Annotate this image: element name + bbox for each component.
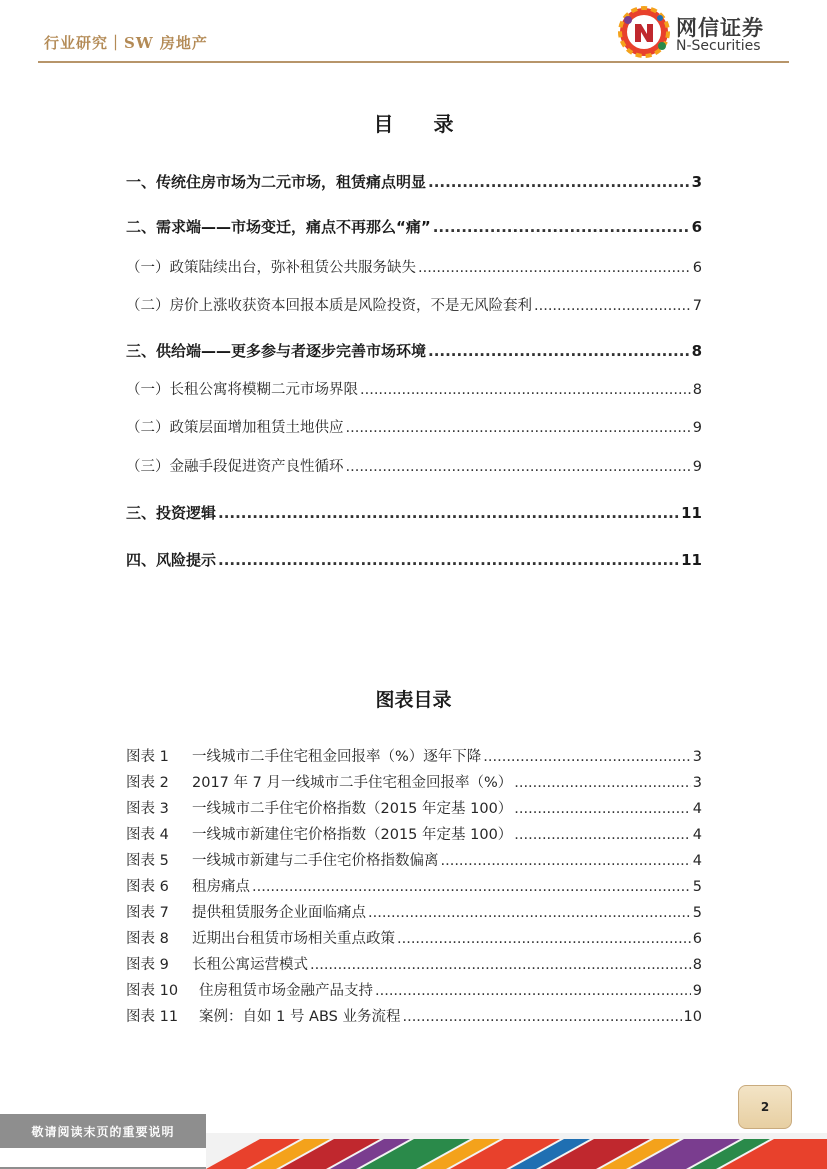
page-number: 2 — [738, 1085, 792, 1129]
header-divider — [38, 61, 789, 63]
figure-page: 4 — [692, 827, 702, 843]
toc-entry-text: （一）长租公寓将模糊二元市场界限 — [126, 382, 358, 398]
figure-page: 5 — [692, 879, 702, 895]
leader-dots — [534, 298, 691, 314]
leader-dots — [360, 382, 691, 398]
toc-entry-page: 6 — [692, 260, 702, 276]
leader-dots — [441, 853, 691, 869]
brand-logo — [618, 6, 793, 56]
figure-caption: 一线城市二手住宅价格指数（2015 年定基 100） — [192, 801, 513, 817]
figure-page: 9 — [692, 983, 702, 999]
toc-title: 目 录 — [373, 112, 454, 136]
toc-entry-text: （一）政策陆续出台，弥补租赁公共服务缺失 — [126, 260, 416, 276]
leader-dots — [514, 801, 690, 817]
toc-entry-text: 一、传统住房市场为二元市场，租赁痛点明显 — [126, 173, 427, 191]
leader-dots — [402, 1009, 681, 1025]
toc-entry[interactable] — [126, 549, 702, 570]
figure-caption: 提供租赁服务企业面临痛点 — [192, 905, 366, 921]
figure-entry[interactable] — [126, 771, 702, 792]
figure-label: 图表 6 — [126, 879, 169, 895]
figure-caption: 一线城市二手住宅租金回报率（%）逐年下降 — [192, 749, 482, 765]
figure-entry[interactable] — [126, 979, 702, 1000]
leader-dots — [218, 504, 679, 522]
figure-label: 图表 4 — [126, 827, 169, 843]
figure-entry[interactable] — [126, 1005, 702, 1026]
toc-entry[interactable] — [126, 378, 702, 399]
leader-dots — [428, 173, 690, 191]
toc-entry-page: 7 — [692, 298, 702, 314]
toc-entry[interactable] — [126, 294, 702, 315]
toc-entry[interactable] — [126, 216, 702, 237]
figure-page: 5 — [692, 905, 702, 921]
toc-entry[interactable] — [126, 502, 702, 523]
figure-page: 4 — [692, 853, 702, 869]
toc-entry-page: 9 — [692, 420, 702, 436]
figure-entry[interactable] — [126, 797, 702, 818]
report-category: 行业研究｜SW 房地产 — [44, 34, 208, 52]
figure-label: 图表 11 — [126, 1009, 179, 1025]
figure-entry[interactable] — [126, 953, 702, 974]
figure-page: 3 — [692, 775, 702, 791]
toc-entry-text: （三）金融手段促进资产良性循环 — [126, 459, 344, 475]
leader-dots — [218, 551, 679, 569]
figure-caption: 一线城市新建住宅价格指数（2015 年定基 100） — [192, 827, 513, 843]
toc-entry[interactable] — [126, 340, 702, 361]
leader-dots — [346, 459, 691, 475]
figure-entry[interactable] — [126, 823, 702, 844]
figure-label: 图表 8 — [126, 931, 169, 947]
leader-dots — [514, 827, 690, 843]
figure-entry[interactable] — [126, 849, 702, 870]
figure-caption: 案例：自如 1 号 ABS 业务流程 — [199, 1009, 401, 1025]
figure-page: 8 — [692, 957, 702, 973]
leader-dots — [397, 931, 691, 947]
disclaimer-notice[interactable]: 敬请阅读末页的重要说明 — [0, 1114, 206, 1148]
leader-dots — [428, 342, 690, 360]
toc-entry-text: 三、投资逻辑 — [126, 504, 217, 522]
figure-entry[interactable] — [126, 901, 702, 922]
toc-entry-text: 四、风险提示 — [126, 551, 217, 569]
figure-caption: 一线城市新建与二手住宅价格指数偏离 — [192, 853, 439, 869]
toc-entry-page: 11 — [681, 551, 702, 569]
leader-dots — [514, 775, 691, 791]
leader-dots — [375, 983, 691, 999]
figure-caption: 住房租赁市场金融产品支持 — [199, 983, 373, 999]
toc-entry[interactable] — [126, 171, 702, 192]
toc-entry[interactable] — [126, 256, 702, 277]
figure-label: 图表 10 — [126, 983, 179, 999]
figure-page: 4 — [692, 801, 702, 817]
figure-entry[interactable] — [126, 745, 702, 766]
toc-entry-page: 6 — [691, 218, 702, 236]
toc-entry-text: （二）房价上涨收获资本回报本质是风险投资，不是无风险套利 — [126, 298, 532, 314]
toc-entry[interactable] — [126, 455, 702, 476]
leader-dots — [418, 260, 691, 276]
toc-entry-page: 9 — [692, 459, 702, 475]
toc-entry-page: 3 — [691, 173, 702, 191]
leader-dots — [483, 749, 690, 765]
figure-caption: 租房痛点 — [192, 879, 250, 895]
leader-dots — [310, 957, 691, 973]
toc-entry-page: 8 — [691, 342, 702, 360]
leader-dots — [252, 879, 691, 895]
n-securities-logo-icon — [618, 6, 670, 58]
figure-label: 图表 5 — [126, 853, 169, 869]
figure-label: 图表 7 — [126, 905, 169, 921]
figure-label: 图表 9 — [126, 957, 169, 973]
figure-caption: 2017 年 7 月一线城市二手住宅租金回报率（%） — [192, 775, 513, 791]
figure-entry[interactable] — [126, 875, 702, 896]
figure-page: 6 — [692, 931, 702, 947]
leader-dots — [346, 420, 691, 436]
decorative-footer-band — [0, 1133, 827, 1169]
figure-page: 3 — [692, 749, 702, 765]
brand-name-cn: 网信证券 — [676, 16, 764, 40]
toc-entry-text: （二）政策层面增加租赁土地供应 — [126, 420, 344, 436]
figure-caption: 长租公寓运营模式 — [192, 957, 308, 973]
toc-entry-page: 8 — [692, 382, 702, 398]
figure-label: 图表 1 — [126, 749, 169, 765]
toc-entry-text: 二、需求端——市场变迁，痛点不再那么“痛” — [126, 218, 431, 236]
figure-caption: 近期出台租赁市场相关重点政策 — [192, 931, 395, 947]
figure-label: 图表 3 — [126, 801, 169, 817]
leader-dots — [433, 218, 690, 236]
brand-name-en: N-Securities — [676, 38, 761, 54]
figure-list-title: 图表目录 — [375, 689, 452, 711]
figure-entry[interactable] — [126, 927, 702, 948]
figure-page: 10 — [683, 1009, 702, 1025]
figure-label: 图表 2 — [126, 775, 169, 791]
leader-dots — [368, 905, 691, 921]
toc-entry[interactable] — [126, 416, 702, 437]
toc-entry-page: 11 — [681, 504, 702, 522]
toc-entry-text: 三、供给端——更多参与者逐步完善市场环境 — [126, 342, 427, 360]
